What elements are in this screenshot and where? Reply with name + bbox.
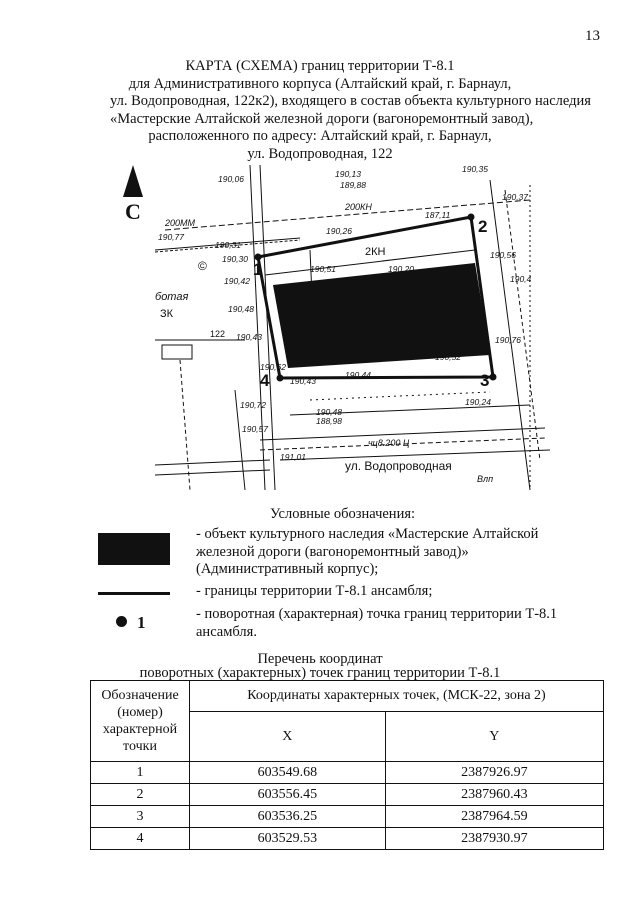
cell-point-number: 2 bbox=[91, 784, 190, 806]
territory-map bbox=[110, 160, 550, 500]
cell-point-number: 1 bbox=[91, 762, 190, 784]
legend-object-text bbox=[196, 526, 538, 579]
legend-line-text: - границы территории Т-8.1 ансамбля; bbox=[196, 583, 433, 599]
elevation-label: 190,62 bbox=[260, 362, 286, 372]
table-row bbox=[91, 806, 604, 828]
elevation-label: 190,56 bbox=[490, 250, 516, 260]
elevation-label: 190,57 bbox=[242, 424, 268, 434]
map-point-label: 4 bbox=[260, 371, 270, 390]
elevation-label: 190,35 bbox=[462, 164, 488, 174]
title-line: ул. Водопроводная, 122 bbox=[247, 145, 393, 162]
elevation-label: 190,26 bbox=[326, 226, 352, 236]
cell-point-number: 3 bbox=[91, 806, 190, 828]
point-dot-icon bbox=[116, 616, 127, 627]
cell-x: 603536.25 bbox=[190, 806, 386, 828]
cell-x: 603529.53 bbox=[190, 828, 386, 850]
turning-point-marker bbox=[490, 374, 497, 381]
elevation-label: 190,51 bbox=[310, 264, 336, 274]
coordinates-title-line: поворотных (характерных) точек границ территории Т-8.1 bbox=[139, 665, 501, 681]
map-label: ботая bbox=[155, 291, 189, 303]
legend-object-swatch bbox=[98, 533, 170, 565]
map-label: © bbox=[198, 259, 207, 273]
title-line: «Мастерские Алтайской железной дороги (вагоноремонтный завод), bbox=[110, 110, 534, 127]
cell-y: 2387926.97 bbox=[385, 762, 603, 784]
map-point-label: 1 bbox=[253, 260, 263, 279]
table-row bbox=[91, 762, 604, 784]
elevation-label: 190,72 bbox=[240, 400, 266, 410]
map-label: 200ММ bbox=[165, 218, 196, 228]
table-row bbox=[91, 784, 604, 806]
cell-y: 2387964.59 bbox=[385, 806, 603, 828]
page-number: 13 bbox=[585, 28, 600, 44]
map-label: 200КН bbox=[345, 202, 372, 212]
legend-point-number: 1 bbox=[137, 613, 146, 632]
elevation-label: 190,48 bbox=[228, 304, 254, 314]
legend-boundary-line bbox=[98, 592, 170, 595]
cell-x: 603549.68 bbox=[190, 762, 386, 784]
column-header-y: Y bbox=[385, 712, 603, 762]
table-row bbox=[91, 828, 604, 850]
elevation-label: 191,01 bbox=[280, 452, 306, 462]
document-title bbox=[110, 58, 591, 164]
title-line: ул. Водопроводная, 122к2), входящего в состав объекта культурного наследия bbox=[110, 93, 591, 110]
elevation-label: 190,42 bbox=[224, 276, 250, 286]
map-label: чц8.200 Ц bbox=[368, 438, 410, 448]
legend-line-text: железной дороги (вагоноремонтный завод)» bbox=[196, 543, 469, 560]
map-label: Влп bbox=[477, 474, 494, 484]
elevation-label: 190,13 bbox=[335, 169, 361, 179]
table-header-row bbox=[91, 681, 604, 712]
cell-x: 603556.45 bbox=[190, 784, 386, 806]
elevation-label: 190,37 bbox=[502, 192, 528, 202]
street-label: ул. Водопроводная bbox=[345, 459, 452, 473]
legend-boundary-text bbox=[196, 583, 432, 601]
elevation-label: 190,06 bbox=[218, 174, 244, 184]
column-header-point: Обозначение (номер) характерной точки bbox=[91, 681, 190, 762]
legend-point-symbol bbox=[116, 613, 146, 633]
elevation-label: 190,76 bbox=[495, 335, 521, 345]
map-label: ЗК bbox=[160, 308, 174, 320]
cell-point-number: 4 bbox=[91, 828, 190, 850]
elevation-label: 190,43 bbox=[290, 376, 316, 386]
coordinates-title bbox=[90, 652, 550, 680]
map-point-label: 2 bbox=[478, 217, 488, 236]
elevation-label: 190,30 bbox=[222, 254, 248, 264]
cell-y: 2387960.43 bbox=[385, 784, 603, 806]
elevation-label: 190,20 bbox=[388, 264, 414, 274]
elevation-label: 187,11 bbox=[425, 210, 451, 220]
legend-point-text bbox=[196, 606, 557, 641]
elevation-label: 190,44 bbox=[345, 370, 371, 380]
cell-y: 2387930.97 bbox=[385, 828, 603, 850]
map-point-label: 3 bbox=[480, 371, 490, 390]
north-label: С bbox=[125, 199, 141, 223]
title-line: КАРТА (СХЕМА) границ территории Т-8.1 bbox=[185, 58, 455, 74]
elevation-label: 190,43 bbox=[236, 332, 262, 342]
elevation-label: 190,48 bbox=[316, 407, 342, 417]
elevation-label: 190,31 bbox=[215, 240, 241, 250]
coordinates-table bbox=[90, 680, 604, 850]
coordinates-title-line: Перечень координат bbox=[257, 651, 383, 667]
elevation-label: 189,88 bbox=[340, 180, 366, 190]
legend-line-text: - объект культурного наследия «Мастерские Алтайской bbox=[196, 526, 539, 542]
elevation-label: 188,98 bbox=[316, 416, 342, 426]
column-header-x: X bbox=[190, 712, 386, 762]
elevation-label: 190,4 bbox=[510, 274, 532, 284]
turning-point-marker bbox=[468, 214, 475, 221]
map-label: 2КН bbox=[365, 246, 386, 258]
legend-line-text: ансамбля. bbox=[196, 623, 257, 640]
elevation-label: 190,24 bbox=[465, 397, 491, 407]
elevation-label: 190,52 bbox=[435, 352, 461, 362]
turning-point-marker bbox=[277, 375, 284, 382]
column-header-coords: Координаты характерных точек, (МСК-22, зона 2) bbox=[190, 681, 604, 712]
legend-line-text: (Административный корпус); bbox=[196, 561, 379, 577]
map-label: 122 bbox=[210, 329, 226, 339]
title-line: для Административного корпуса (Алтайский край, г. Барнаул, bbox=[128, 75, 512, 92]
title-line: расположенного по адресу: Алтайский край, г. Барнаул, bbox=[148, 128, 492, 145]
legend-line-text: - поворотная (характерная) точка границ территории Т-8.1 bbox=[196, 606, 558, 622]
legend-title: Условные обозначения: bbox=[270, 506, 416, 522]
elevation-label: 190,77 bbox=[158, 232, 184, 242]
